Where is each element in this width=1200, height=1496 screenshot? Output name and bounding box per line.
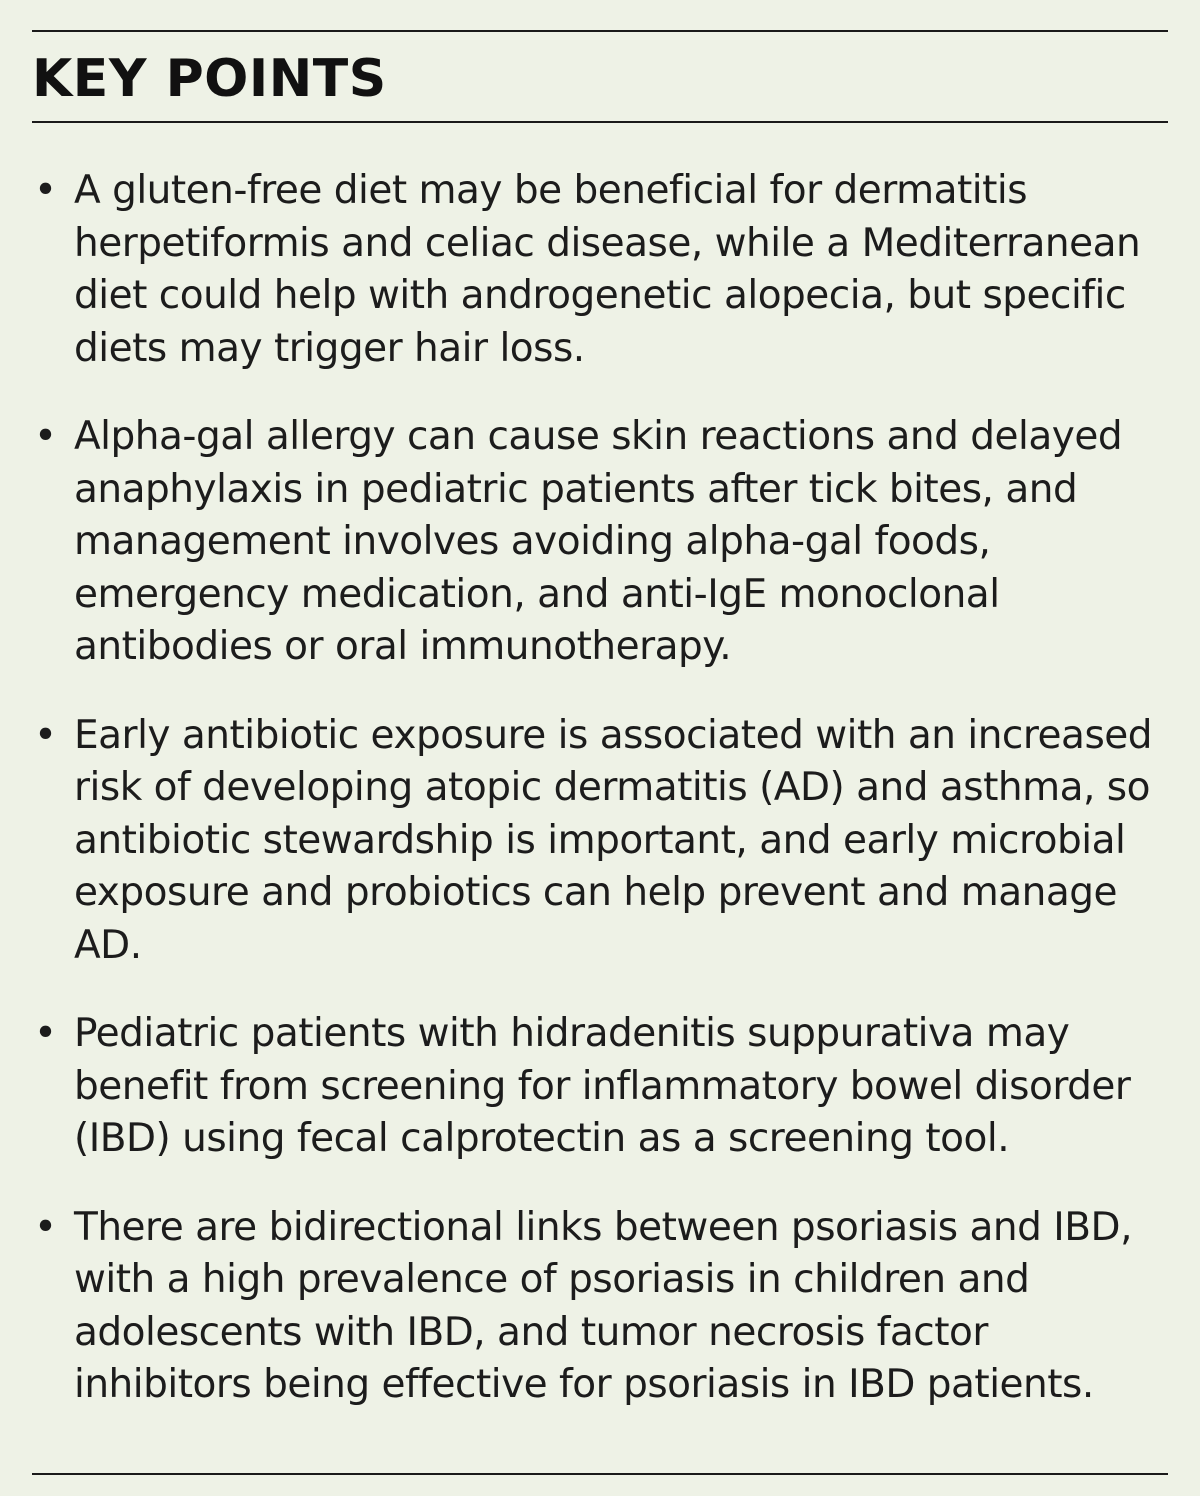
bullet-icon: • (34, 1204, 57, 1250)
list-item-text: Alpha-gal allergy can cause skin reactions and delayed anaphylaxis in pediatric patients after tick bites, and management involves avoiding alpha-gal foods, emergency medication, and anti-IgE monoclonal antibodies or oral immunotherapy. (74, 414, 1123, 669)
bullet-icon: • (34, 712, 57, 758)
bottom-rule (32, 1473, 1168, 1475)
title-rule (32, 121, 1168, 123)
key-points-list (32, 165, 1172, 1448)
top-rule (32, 30, 1168, 32)
bullet-icon: • (34, 414, 57, 459)
list-item-text: Pediatric patients with hidradenitis suppurativa may benefit from screening for inflammatory bowel disorder (IBD) using fecal calprotectin as a screening tool. (74, 1011, 1131, 1161)
page-title: KEY POINTS (32, 49, 387, 109)
list-item-text: There are bidirectional links between psoriasis and IBD, with a high prevalence of psoriasis in children and adolescents with IBD, and tumor necrosis factor inhibitors being effective for psoriasis in IBD patients. (74, 1204, 1132, 1407)
list-item (32, 411, 1172, 674)
list-item-text: Early antibiotic exposure is associated with an increased risk of developing atopic dermatitis (AD) and asthma, so antibiotic stewardship is important, and early microbial exposure and probiotics can help prevent and manage AD. (74, 712, 1153, 968)
bullet-icon: • (34, 168, 57, 213)
list-item-text: A gluten-free diet may be beneficial for dermatitis herpetiformis and celiac disease, while a Mediterranean diet could help with androgenetic alopecia, but specific diets may trigger hair loss. (74, 168, 1141, 371)
list-item (32, 1008, 1172, 1166)
list-item (32, 165, 1172, 375)
list-item (32, 710, 1172, 973)
list-item (32, 1202, 1172, 1412)
bullet-icon: • (34, 1011, 57, 1056)
